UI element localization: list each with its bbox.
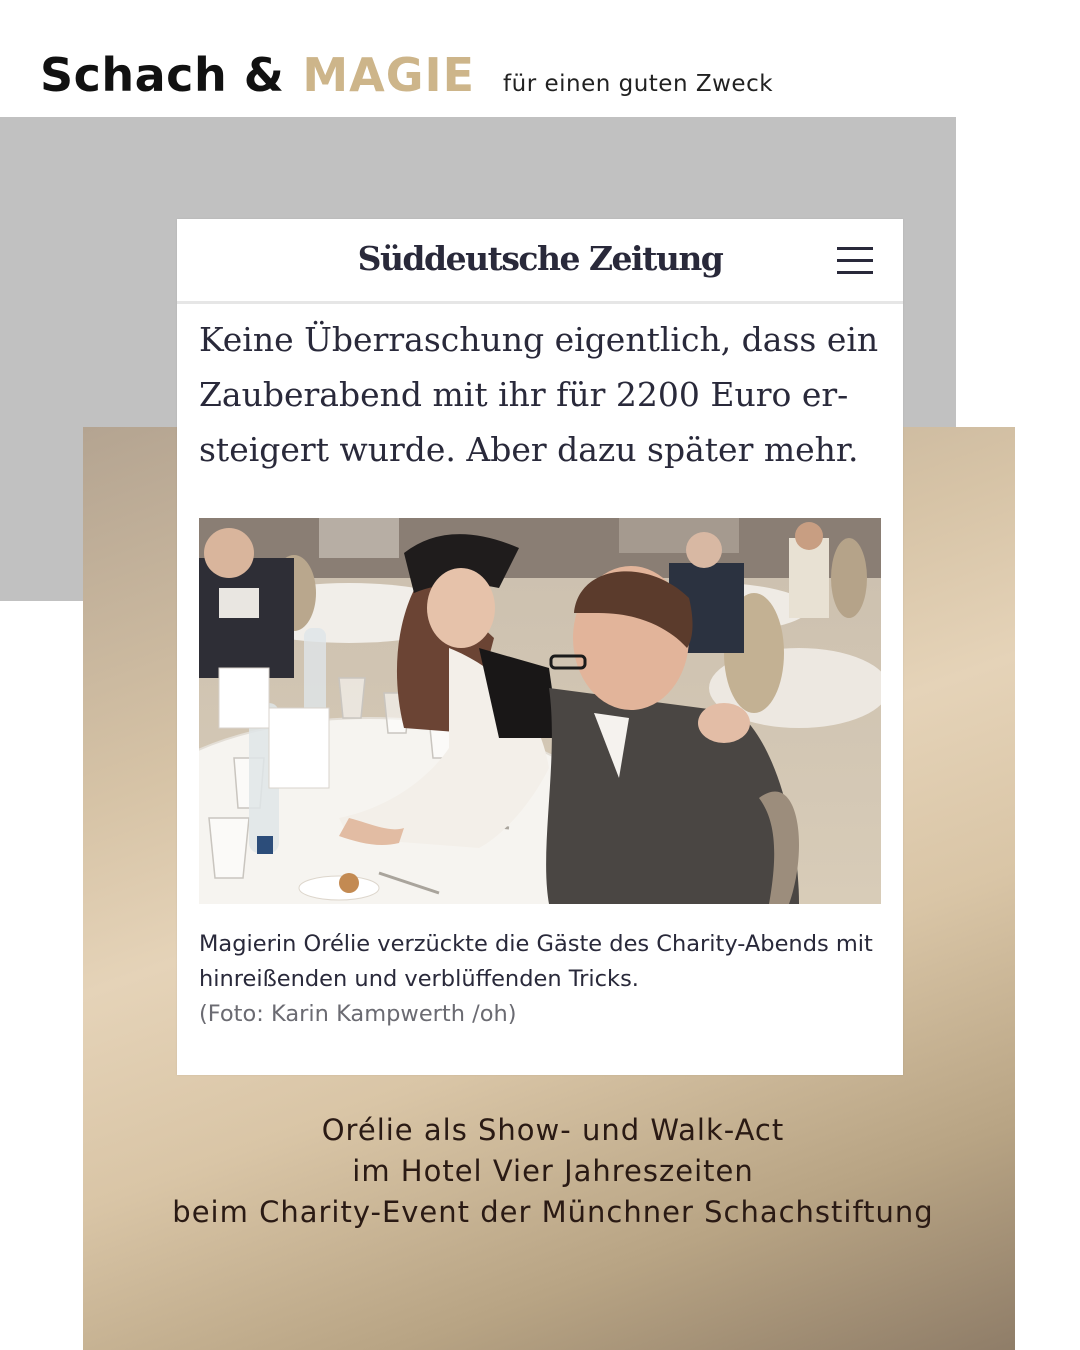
- photo-credit: (Foto: Karin Kampwerth /oh): [199, 1001, 517, 1027]
- newspaper-logo[interactable]: Süddeutsche Zeitung: [357, 239, 723, 278]
- newspaper-header: [177, 219, 903, 304]
- title-main: Schach &: [40, 48, 285, 102]
- event-line-1: Orélie als Show- und Walk-Act: [321, 1113, 785, 1147]
- event-line-2: im Hotel Vier Jahreszeiten: [352, 1154, 754, 1188]
- event-line-3: beim Charity-Event der Münchner Schachstiftung: [172, 1195, 934, 1229]
- caption-text: Magierin Orélie verzückte die Gäste des Charity-Abends mit hinreißenden und verblüffenden Tricks.: [199, 931, 873, 992]
- title-accent: MAGIE: [302, 48, 476, 102]
- article-screenshot-card: [177, 219, 903, 1075]
- event-description: [83, 1110, 1023, 1233]
- article-paragraph: Keine Überraschung eigentlich, dass ein Zauberabend mit ihr für 2200 Euro er- steigert wurde. Aber dazu später mehr.: [199, 320, 879, 469]
- title-subtitle: für einen guten Zweck: [503, 71, 774, 97]
- page-header: [40, 48, 773, 112]
- event-photo: [199, 518, 881, 904]
- photo-caption: [199, 927, 889, 1032]
- hamburger-menu-icon[interactable]: [837, 247, 873, 275]
